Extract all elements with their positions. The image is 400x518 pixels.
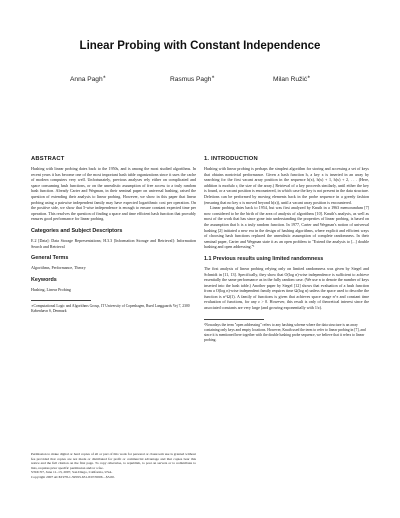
author-name: Anna Pagh <box>70 76 103 84</box>
author-2 <box>170 74 215 83</box>
categories-heading: Categories and Subject Descriptors <box>31 227 123 234</box>
introduction-heading: 1. INTRODUCTION <box>204 156 258 162</box>
abstract-heading: ABSTRACT <box>31 156 65 162</box>
author-1 <box>70 74 106 83</box>
abstract-text: Hashing with linear probing dates back to the 1950s, and is among the most studied algorithms. In recent years it has become one of the most important hash table organizations since it uses the cache of modern computers very well. Unfortunately, previous analyses rely either on complicated and space consuming hash functions, or on the unrealistic assumption of free access to a truly random hash function. Already Carter and Wegman, in their seminal paper on universal hashing, raised the question of extending their analysis to linear probing. However, we show in this paper that linear probing using a pairwise independent family may have expected logarithmic cost per operation. On the positive side, we show that 5-wise independence is enough to ensure constant expected time per operation. This resolves the question of finding a space and time efficient hash function that provably ensures good performance for linear probing. <box>31 166 196 222</box>
author-name: Milan Ružić <box>273 76 308 84</box>
author-footnote-mark: ∗ <box>211 74 215 79</box>
author-3 <box>273 74 310 83</box>
footnote-rule <box>31 300 91 301</box>
author-name: Rasmus Pagh <box>170 76 212 84</box>
footnote-rule <box>204 319 264 320</box>
author-footnote-mark: ∗ <box>307 74 311 79</box>
keywords-heading: Keywords <box>31 276 57 283</box>
categories-text: E.2 [Data]: Data Storage Representations; H.3.3 [Information Storage and Retrieval]: Information Search and Retrieval <box>31 237 196 249</box>
keywords-text: Hashing, Linear Probing <box>31 286 71 292</box>
author-footnote-mark: ∗ <box>102 74 106 79</box>
permission-block <box>31 452 196 480</box>
subsection-heading: 1.1 Previous results using limited randomness <box>204 255 324 262</box>
paper-title: Linear Probing with Constant Independence <box>79 40 321 52</box>
venue-line: STOC'07, June 11–13, 2007, San Diego, California, USA. <box>31 470 113 475</box>
general-terms-text: Algorithms, Performance, Theory <box>31 265 86 271</box>
footnote-1: ¹Nowadays the term "open addressing" refers to any hashing scheme where the data structure is an array containing only keys and empty locations. However, Knuth used the term to refer to linear probing in [7], and since it is mentioned here together with the double hashing probe sequence, we believe that it refers to linear probing. <box>204 322 366 342</box>
subsection-paragraph: The first analysis of linear probing relying only on limited randomness was given by Siegel and Schmidt in [11, 13]. Specifically, they show that O(log n)-wise independence is sufficient to achieve essentially the same performance as in the fully random case. (We use n to denote the number of keys inserted into the hash table.) Another paper by Siegel [12] shows that evaluation of a hash function from a O(log n)-wise independent family requires time Ω(log n) unless the space used to describe the function is n^Ω(1). A family of functions is given that achieves space usage n^ε and constant time evaluation of functions, for any ε > 0. However, this result is only of theoretical interest since the associated constants are very large (and growing exponentially with 1/ε). <box>204 265 369 311</box>
general-terms-heading: General Terms <box>31 255 69 262</box>
copyright-line: Copyright 2007 ACM 978-1-59593-631-8/07/0006 ...$5.00. <box>31 474 115 479</box>
introduction-paragraph-1: Hashing with linear probing is perhaps the simplest algorithm for storing and accessing a set of keys that obtains nontrivial performance. Given a hash function h, a key x is inserted in an array by searching for the first vacant array position in the sequence h(x), h(x) + 1, h(x) + 2, . . . (Here, addition is modulo r, the size of the array.) Retrieval of a key proceeds similarly, until either the key is found, or a vacant position is encountered, in which case the key is not present in the data structure. Deletions can be performed by moving elements back in the probe sequence in a greedy fashion (ensuring that no key x is moved beyond h(x)), until a vacant array position is encountered. <box>204 166 369 205</box>
introduction-paragraph-2: Linear probing dates back to 1954, but was first analyzed by Knuth in a 1963 memorandum [7] now considered to be the birth of the area of analysis of algorithms [10]. Knuth's analysis, as well as most of the work that has since gone into understanding the properties of linear probing, is based on the assumption that h is a truly random function. In 1977, Carter and Wegman's notion of universal hashing [2] initiated a new era in the design of hashing algorithms, where explicit and efficient ways of choosing hash functions replaced the unrealistic assumption of complete randomness. In their seminal paper, Carter and Wegman state it as an open problem to "Extend the analysis to [...] double hashing and open addressing."¹ <box>204 205 369 250</box>
right-column <box>204 156 369 343</box>
left-column <box>31 156 196 314</box>
affiliation-footnote: ∗Computational Logic and Algorithms Group, IT University of Copenhagen, Rued Langgaards Vej 7, 2300 København S, Denmark <box>31 304 190 314</box>
permission-text: Permission to make digital or hard copies of all or part of this work for personal or classroom use is granted without fee provided that copies are not made or distributed for profit or commercial advantage and that copies bear this notice and the full citation on the first page. To copy otherwise, to republish, to post on servers or to redistribute to lists, requires prior specific permission and/or a fee. <box>31 452 196 470</box>
